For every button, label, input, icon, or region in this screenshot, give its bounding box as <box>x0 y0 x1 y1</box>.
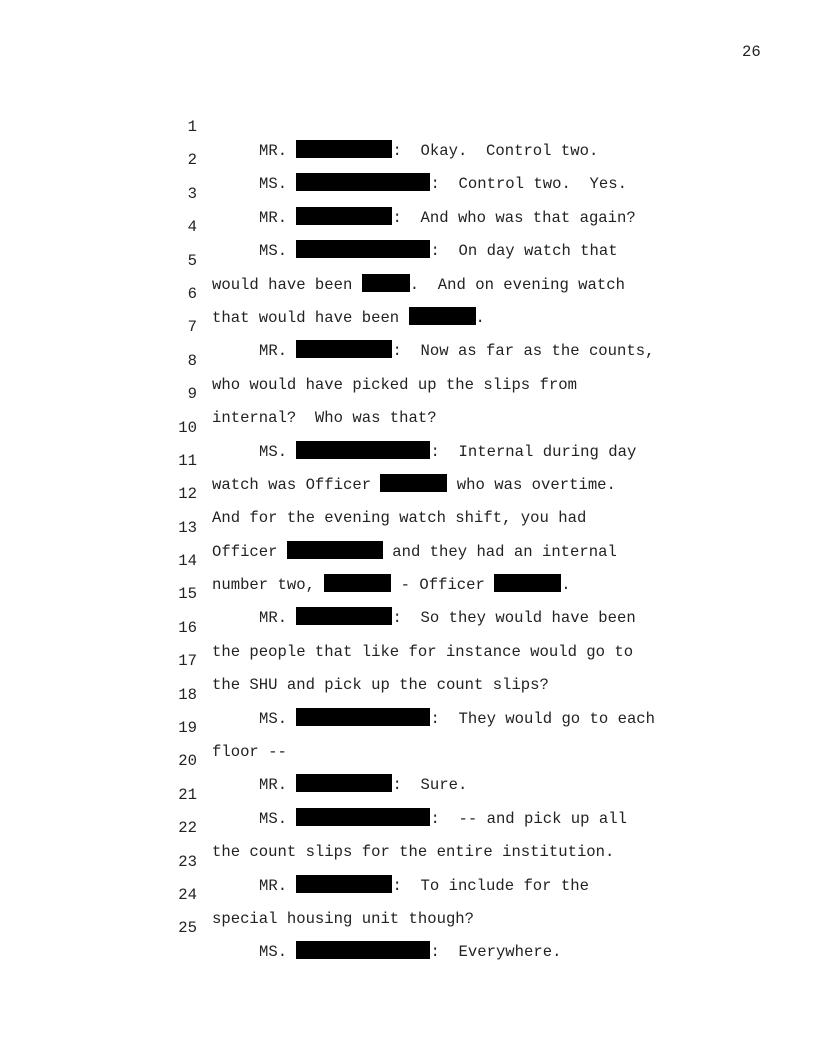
line-text-tail: . <box>561 576 571 595</box>
line-number: 4 <box>187 218 197 237</box>
transcript-line <box>0 325 816 394</box>
transcript-line <box>0 124 816 194</box>
transcript-line <box>0 592 816 661</box>
line-number: 10 <box>178 418 197 437</box>
line-text: the SHU and pick up the count slips? <box>212 676 549 695</box>
line-text: who would have picked up the slips from <box>212 375 577 394</box>
line-number: 13 <box>178 518 197 537</box>
transcript-line <box>0 859 816 928</box>
speaker-prefix: MR. <box>259 208 297 227</box>
line-text-head: that would have been <box>212 308 409 327</box>
line-text <box>212 940 561 964</box>
line-number: 22 <box>178 819 197 838</box>
line-number: 12 <box>178 485 197 504</box>
transcript-line <box>0 759 816 828</box>
line-text-tail: : On day watch that <box>430 242 618 261</box>
line-text-tail: : Okay. Control two. <box>392 142 599 160</box>
line-text: special housing unit though? <box>212 909 475 928</box>
speaker-prefix: MS. <box>259 242 297 261</box>
line-number: 19 <box>178 719 197 738</box>
redaction-block <box>296 941 430 959</box>
transcript-line <box>0 225 816 294</box>
line-number: 9 <box>187 385 197 404</box>
line-number: 3 <box>187 184 197 203</box>
transcript-line <box>0 191 816 261</box>
transcript-line <box>0 158 816 227</box>
speaker-prefix: MR. <box>259 342 297 361</box>
page-number: 26 <box>742 43 761 61</box>
transcript-line <box>0 492 816 561</box>
speaker-prefix: MS. <box>259 175 297 194</box>
transcript-line <box>0 91 816 160</box>
line-number: 2 <box>187 151 197 170</box>
line-number: 15 <box>178 585 197 604</box>
line-text-tail: : Internal during day <box>430 442 637 461</box>
line-text: the count slips for the entire institution. <box>212 843 615 862</box>
line-number: 8 <box>187 351 197 370</box>
line-text-tail: : -- and pick up all <box>430 809 627 828</box>
line-text-head: number two, <box>212 576 325 595</box>
speaker-prefix: MR. <box>259 776 297 795</box>
line-text-tail: : And who was that again? <box>392 208 636 227</box>
line-text: internal? Who was that? <box>212 409 437 428</box>
line-number: 16 <box>178 618 197 637</box>
line-text-tail: . And on evening watch <box>409 275 625 294</box>
line-text-head: watch was Officer <box>212 475 381 494</box>
line-number: 20 <box>178 752 197 771</box>
line-number: 1 <box>187 118 197 136</box>
line-number: 25 <box>178 919 197 938</box>
speaker-prefix: MS. <box>259 943 297 962</box>
line-text-tail: who was overtime. <box>447 475 616 494</box>
line-number: 17 <box>178 652 197 671</box>
transcript-line <box>0 892 816 962</box>
transcript-line <box>0 291 816 361</box>
speaker-prefix: MS. <box>259 809 297 828</box>
line-text-middle: - Officer <box>391 576 495 595</box>
speaker-prefix: MS. <box>259 709 297 728</box>
transcript-line <box>0 659 816 728</box>
line-text: And for the evening watch shift, you had <box>212 509 587 528</box>
line-text-tail: . <box>475 308 485 327</box>
line-number: 24 <box>178 885 197 904</box>
line-number: 21 <box>178 785 197 804</box>
line-text-head: Officer <box>212 542 287 561</box>
line-text-tail: : Now as far as the counts, <box>392 342 655 361</box>
line-text-tail: : So they would have been <box>392 609 636 628</box>
speaker-prefix: MR. <box>259 609 297 628</box>
line-text-tail: : Everywhere. <box>430 943 562 962</box>
line-text-tail: : To include for the <box>392 876 589 895</box>
line-number: 18 <box>178 685 197 704</box>
line-text-tail: : They would go to each <box>430 709 656 728</box>
speaker-prefix: MR. <box>259 142 297 160</box>
line-text-tail: : Sure. <box>392 776 468 795</box>
line-number: 6 <box>187 284 197 303</box>
line-number: 7 <box>187 318 197 337</box>
line-number: 11 <box>178 451 197 470</box>
line-text-tail: : Control two. Yes. <box>430 175 627 194</box>
speaker-prefix: MS. <box>259 442 297 461</box>
speaker-prefix: MR. <box>259 876 297 895</box>
line-text: the people that like for instance would go to <box>212 642 634 661</box>
transcript-body <box>0 91 816 962</box>
line-number: 14 <box>178 552 197 571</box>
transcript-line <box>0 258 816 327</box>
line-number: 5 <box>187 251 197 270</box>
line-text-head: would have been <box>212 275 362 294</box>
transcript-line <box>0 425 816 494</box>
line-text: floor -- <box>212 743 287 762</box>
line-text-tail: and they had an internal <box>382 542 617 561</box>
line-number: 23 <box>178 852 197 871</box>
